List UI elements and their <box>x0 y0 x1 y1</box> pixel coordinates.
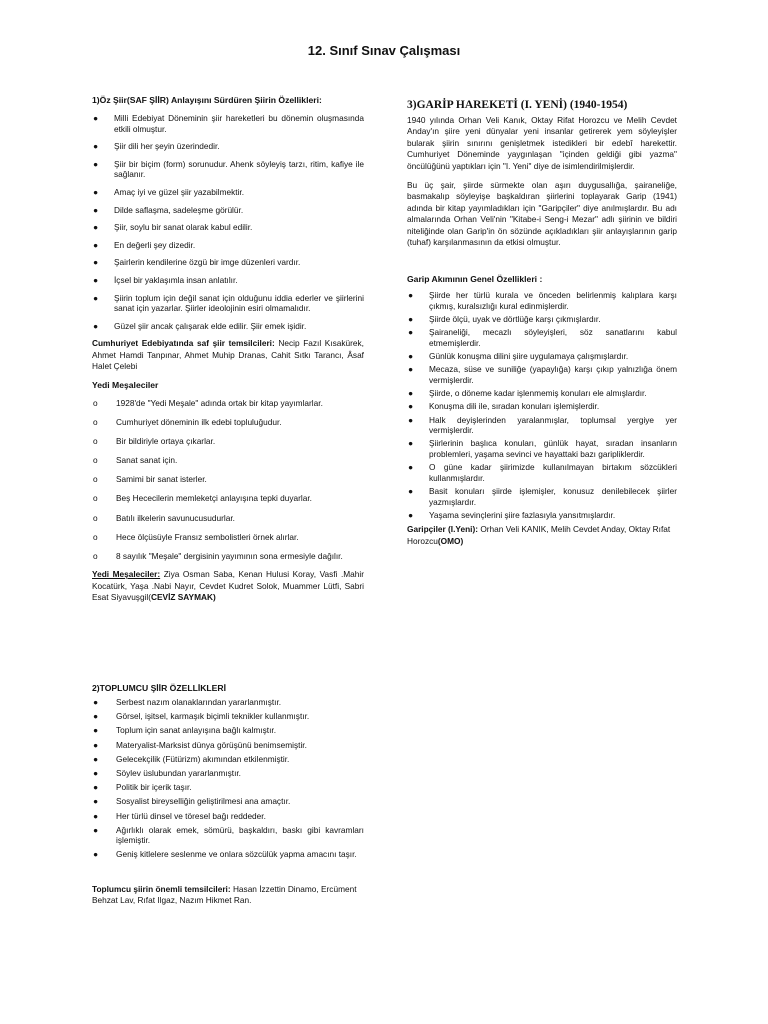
oz-siir-item-text: Şiir, soylu bir sanat olarak kabul edilir. <box>114 222 253 233</box>
garip-feature-item <box>407 388 677 399</box>
toplumcu-item <box>92 697 364 708</box>
toplumcu-item <box>92 825 364 846</box>
bullet-icon: ● <box>408 462 414 473</box>
garip-paragraph-2: Bu üç şair, şiirde sürmekte olan aşırı duygusallığa, şairaneliğe, basmakalıp söyleyişe başkaldıran şiirlerini toplayarak Garip (1941) adında bir kitap yayımladıkları için "Garipçiler" diye anılmışlardır. Bu adı almalarında Orhan Veli'nin "Kitabe-i Seng-i Mezar" adlı şiirinin ve bildiri niteliğinde olan Garip'in ön sözünde açıkladıkları şiir anlayışlarının garip (tuhaf) karşılanmasının da etkisi olmuştur. <box>407 180 677 248</box>
yedi-mesale-item-text: Beş Hececilerin memleketçi anlayışına tepki duyarlar. <box>116 493 312 504</box>
oz-siir-item <box>92 222 364 233</box>
garip-feature-item-text: O güne kadar şiirimizde kullanılmayan birtakım sözcükleri kullanmışlardır. <box>429 462 677 483</box>
garip-features-heading: Garip Akımının Genel Özellikleri : <box>407 274 543 285</box>
oz-siir-item <box>92 257 364 268</box>
yedi-mesaleciler-heading: Yedi Meşaleciler <box>92 379 159 390</box>
toplumcu-item <box>92 711 364 722</box>
bullet-icon: ● <box>93 239 99 250</box>
garip-feature-item-text: Şiirde ölçü, uyak ve dörtlüğe karşı çıkmışlardır. <box>429 314 601 325</box>
garip-feature-item-text: Mecaza, süse ve suniliğe (yapaylığa) karşı çıkıp yalnızlığa önem vermişlerdir. <box>429 364 677 385</box>
toplumcu-item-text: Sosyalist bireyselliğin geliştirilmesi ana amaçtır. <box>116 796 291 807</box>
oz-siir-item <box>92 293 364 314</box>
bullet-icon: ● <box>408 314 414 325</box>
garip-paragraph-1: 1940 yılında Orhan Veli Kanık, Oktay Rifat Horozcu ve Melih Cevdet Anday'ın şiire yeni dünyalar yeni insanlar getirerek yem söyleyişler bularak şiirin sınırını genişletmek istedikleri bir edebî harekettir. Cumhuriyet Döneminde yaygınlaşan "içinden geldiği gibi yazma" öncülüğünü yaptıkları için "I. Yeni" diye de isimlendirilmişlerdir. <box>407 115 677 171</box>
bullet-icon: ● <box>93 810 99 821</box>
bullet-icon: ● <box>93 158 99 169</box>
yedi-mesale-item <box>92 417 364 428</box>
garipciler-poets-label: Garipçiler (I.Yeni): <box>407 523 479 534</box>
toplumcu-item <box>92 849 364 860</box>
bullet-icon: ● <box>408 388 414 399</box>
bullet-icon: ● <box>93 141 99 152</box>
oz-siir-item-text: Güzel şiir ancak çalışarak elde edilir. Şiir emek işidir. <box>114 320 307 331</box>
bullet-icon: ● <box>93 204 99 215</box>
yedi-mesale-item <box>92 474 364 485</box>
oz-siir-item-text: Şiirin toplum için değil sanat için olduğunu iddia ederler ve şiirlerini sanat için yazarlar. Şiirler ideolojinin esiri olmamalıdır. <box>114 292 364 314</box>
oz-siir-item <box>92 113 364 134</box>
yedi-mesale-item-text: Batılı ilkelerin savunucusudurlar. <box>116 512 235 523</box>
toplumcu-representatives <box>92 884 364 907</box>
bullet-icon: ● <box>408 327 414 338</box>
garip-feature-item <box>407 415 677 436</box>
yedi-mesaleciler-list <box>92 398 364 562</box>
garip-feature-item <box>407 351 677 362</box>
garip-feature-item-text: Şiirde her türlü kurala ve önceden belirlenmiş kalıplara karşı çıkmış, kuralsızlığı kural edinmişlerdir. <box>429 290 677 312</box>
oz-siir-item <box>92 275 364 286</box>
garip-feature-item-text: Yaşama sevinçlerini şiire fazlasıyla yansıtmışlardır. <box>429 509 616 520</box>
garip-feature-item <box>407 401 677 412</box>
garip-feature-item-text: Şairaneliği, mecazlı söyleyişleri, söz sanatlarını kabul etmemişlerdir. <box>429 327 677 349</box>
oz-siir-list <box>92 113 364 331</box>
yedi-mesaleciler-members-names: Ziya Osman Saba, Kenan Hulusi Koray, Vasfi .Mahir Kocatürk, Yaşa .Nabi Nayır, Cevdet Kudret Solok, Muammer Lütfi, Sabri Esat Siyavuşgil( <box>92 569 365 603</box>
bullet-icon: o <box>93 512 98 523</box>
saf-siir-representatives-names: Necip Fazıl Kısakürek, Ahmet Hamdi Tanpınar, Ahmet Muhip Dranas, Cahit Sıtkı Tarancı, Âsaf Halet Çelebi <box>92 338 364 372</box>
garip-feature-item-text: Şiirlerinin başlıca konuları, günlük hayat, sıradan insanların problemleri, yaşama sevinci ve hayattaki bazı garipliklerdir. <box>429 438 677 459</box>
bullet-icon: o <box>93 551 98 562</box>
yedi-mesale-item <box>92 493 364 504</box>
yedi-mesaleciler-members-label: Yedi Meşaleciler: <box>92 569 161 580</box>
saf-siir-representatives-label: Cumhuriyet Edebiyatında saf şiir temsilcileri: <box>92 338 275 349</box>
bullet-icon: ● <box>408 414 414 425</box>
garip-feature-item <box>407 290 677 311</box>
toplumcu-item-text: Görsel, işitsel, karmaşık biçimli teknikler kullanmıştır. <box>116 711 310 722</box>
garip-section <box>407 99 677 552</box>
garip-features-list <box>407 290 677 520</box>
garip-feature-item-text: Konuşma dili ile, sıradan konuları işlemişlerdir. <box>429 401 600 412</box>
bullet-icon: ● <box>408 438 414 449</box>
bullet-icon: ● <box>408 401 414 412</box>
oz-siir-item-text: Dilde saflaşma, sadeleşme görülür. <box>114 204 244 215</box>
garip-feature-item <box>407 314 677 325</box>
garip-feature-item-text: Günlük konuşma dilini şiire uygulamaya çalışmışlardır. <box>429 351 629 362</box>
garip-feature-item <box>407 486 677 507</box>
yedi-mesaleciler-members <box>92 569 364 603</box>
garipciler-poets-tail: (OMO) <box>437 536 464 547</box>
garip-feature-item-text: Basit konuları şiirde işlemişler, konusuz denilebilecek şiirler yazmışlardır. <box>429 485 677 507</box>
yedi-mesale-item-text: Sanat sanat için. <box>116 455 178 466</box>
bullet-icon: o <box>93 493 98 504</box>
bullet-icon: o <box>93 455 98 466</box>
toplumcu-item-text: Serbest nazım olanaklarından yararlanmıştır. <box>116 697 282 707</box>
bullet-icon: ● <box>93 113 99 123</box>
bullet-icon: o <box>93 416 98 427</box>
oz-siir-item <box>92 159 364 180</box>
bullet-icon: ● <box>408 364 414 375</box>
bullet-icon: ● <box>93 767 99 778</box>
oz-siir-item-text: Şiir bir biçim (form) sorunudur. Ahenk söyleyiş tarzı, ritim, kafiye ile sağlanır. <box>114 158 364 180</box>
toplumcu-item-text: Geniş kitlelere seslenme ve onlara sözcülük yapma amacını taşır. <box>116 849 357 860</box>
garip-feature-item <box>407 462 677 483</box>
oz-siir-heading: 1)Öz Şiir(SAF ŞİİR) Anlayışını Sürdüren Şiirin Özellikleri: <box>92 95 322 105</box>
bullet-icon: ● <box>93 849 99 860</box>
yedi-mesale-item-text: Bir bildiriyle ortaya çıkarlar. <box>116 435 216 446</box>
yedi-mesaleciler-members-tail: CEVİZ SAYMAK) <box>151 592 216 603</box>
yedi-mesale-item-text: Hece ölçüsüyle Fransız sembolistleri örnek alırlar. <box>116 531 299 542</box>
bullet-icon: ● <box>93 292 99 303</box>
bullet-icon: ● <box>93 257 99 268</box>
toplumcu-item-text: Gelecekçilik (Fütürizm) akımından etkilenmiştir. <box>116 753 290 764</box>
yedi-mesale-item <box>92 532 364 543</box>
garipciler-poets-names: Orhan Veli KANIK, Melih Cevdet Anday, Oktay Rıfat Horozcu <box>407 523 671 547</box>
oz-siir-item-text: Şairlerin kendilerine özgü bir imge düzenleri vardır. <box>114 257 301 268</box>
oz-siir-item <box>92 240 364 251</box>
saf-siir-representatives <box>92 338 364 372</box>
bullet-icon: ● <box>93 697 99 707</box>
garip-feature-item <box>407 327 677 348</box>
yedi-mesale-item <box>92 513 364 524</box>
yedi-mesale-item <box>92 398 364 409</box>
bullet-icon: ● <box>408 485 414 496</box>
toplumcu-section <box>92 683 364 910</box>
toplumcu-item-text: Politik bir içerik taşır. <box>116 782 192 793</box>
oz-siir-section <box>92 95 364 607</box>
yedi-mesale-item-text: 1928'de "Yedi Meşale" adında ortak bir kitap yayımlarlar. <box>116 397 323 408</box>
toplumcu-item <box>92 754 364 765</box>
toplumcu-item-text: Toplum için sanat anlayışına bağlı kalmıştır. <box>116 725 277 736</box>
bullet-icon: o <box>93 531 98 542</box>
bullet-icon: ● <box>93 796 99 807</box>
toplumcu-list <box>92 697 364 860</box>
toplumcu-item <box>92 740 364 751</box>
yedi-mesale-item <box>92 436 364 447</box>
toplumcu-item <box>92 725 364 736</box>
toplumcu-item <box>92 782 364 793</box>
garip-feature-item-text: Şiirde, o döneme kadar işlenmemiş konuları ele almışlardır. <box>429 388 647 399</box>
bullet-icon: ● <box>93 725 99 736</box>
oz-siir-item <box>92 187 364 198</box>
bullet-icon: ● <box>93 739 99 750</box>
bullet-icon: ● <box>93 782 99 793</box>
bullet-icon: o <box>93 397 98 408</box>
bullet-icon: o <box>93 435 98 446</box>
bullet-icon: ● <box>408 509 414 520</box>
toplumcu-item <box>92 811 364 822</box>
yedi-mesale-item <box>92 551 364 562</box>
oz-siir-item-text: En değerli şey dizedir. <box>114 239 196 250</box>
yedi-mesale-item-text: Samimi bir sanat isterler. <box>116 474 207 485</box>
yedi-mesale-item-text: Cumhuriyet döneminin ilk edebi topluluğudur. <box>116 416 282 427</box>
oz-siir-item-text: Amaç iyi ve güzel şiir yazabilmektir. <box>114 186 245 197</box>
garip-feature-item-text: Halk deyişlerinden yaralanmışlar, toplumsal yergiye yer vermişlerdir. <box>429 414 677 436</box>
toplumcu-representatives-line2: Behzat Lav, Rıfat Ilgaz, Nazım Hikmet Ran. <box>92 895 252 906</box>
bullet-icon: o <box>93 474 98 485</box>
toplumcu-heading: 2)TOPLUMCU ŞİİR ÖZELLİKLERİ <box>92 683 227 693</box>
yedi-mesale-item-text: 8 sayılık "Meşale" dergisinin yayımının sona ermesiyle dağılır. <box>116 551 343 562</box>
bullet-icon: ● <box>93 274 99 285</box>
bullet-icon: ● <box>408 351 414 362</box>
garip-feature-item <box>407 510 677 521</box>
oz-siir-item-text: Milli Edebiyat Döneminin şiir hareketleri bu dönemin oluşmasında etkili olmuştur. <box>114 113 364 134</box>
oz-siir-item <box>92 321 364 332</box>
toplumcu-representatives-label: Toplumcu şiirin önemli temsilcileri: <box>92 883 231 894</box>
toplumcu-item-text: Her türlü dinsel ve töresel bağı reddeder. <box>116 810 266 821</box>
garipciler-poets <box>407 523 677 548</box>
bullet-icon: ● <box>93 186 99 197</box>
bullet-icon: ● <box>408 290 414 301</box>
bullet-icon: ● <box>93 320 99 331</box>
bullet-icon: ● <box>93 711 99 722</box>
yedi-mesale-item <box>92 455 364 466</box>
garip-feature-item <box>407 364 677 385</box>
oz-siir-item <box>92 141 364 152</box>
bullet-icon: ● <box>93 753 99 764</box>
toplumcu-representatives-line1: Hasan İzzettin Dinamo, Ercüment <box>232 883 357 894</box>
page-title: 12. Sınıf Sınav Çalışması <box>307 43 461 58</box>
toplumcu-item <box>92 796 364 807</box>
oz-siir-item <box>92 205 364 216</box>
toplumcu-item <box>92 768 364 779</box>
toplumcu-item-text: Söylev üslubundan yararlanmıştır. <box>116 767 241 778</box>
garip-feature-item <box>407 438 677 459</box>
oz-siir-item-text: Şiir dili her şeyin üzerindedir. <box>114 141 220 152</box>
oz-siir-item-text: İçsel bir yaklaşımla insan anlatılır. <box>114 274 238 285</box>
bullet-icon: ● <box>93 222 99 233</box>
bullet-icon: ● <box>93 824 99 835</box>
toplumcu-item-text: Materyalist-Marksist dünya görüşünü benimsemiştir. <box>116 739 307 750</box>
toplumcu-item-text: Ağırlıklı olarak emek, sömürü, başkaldırı, baskı gibi kavramları işlemiştir. <box>116 824 364 846</box>
garip-heading: 3)GARİP HAREKETİ (I. YENİ) (1940-1954) <box>407 99 628 111</box>
